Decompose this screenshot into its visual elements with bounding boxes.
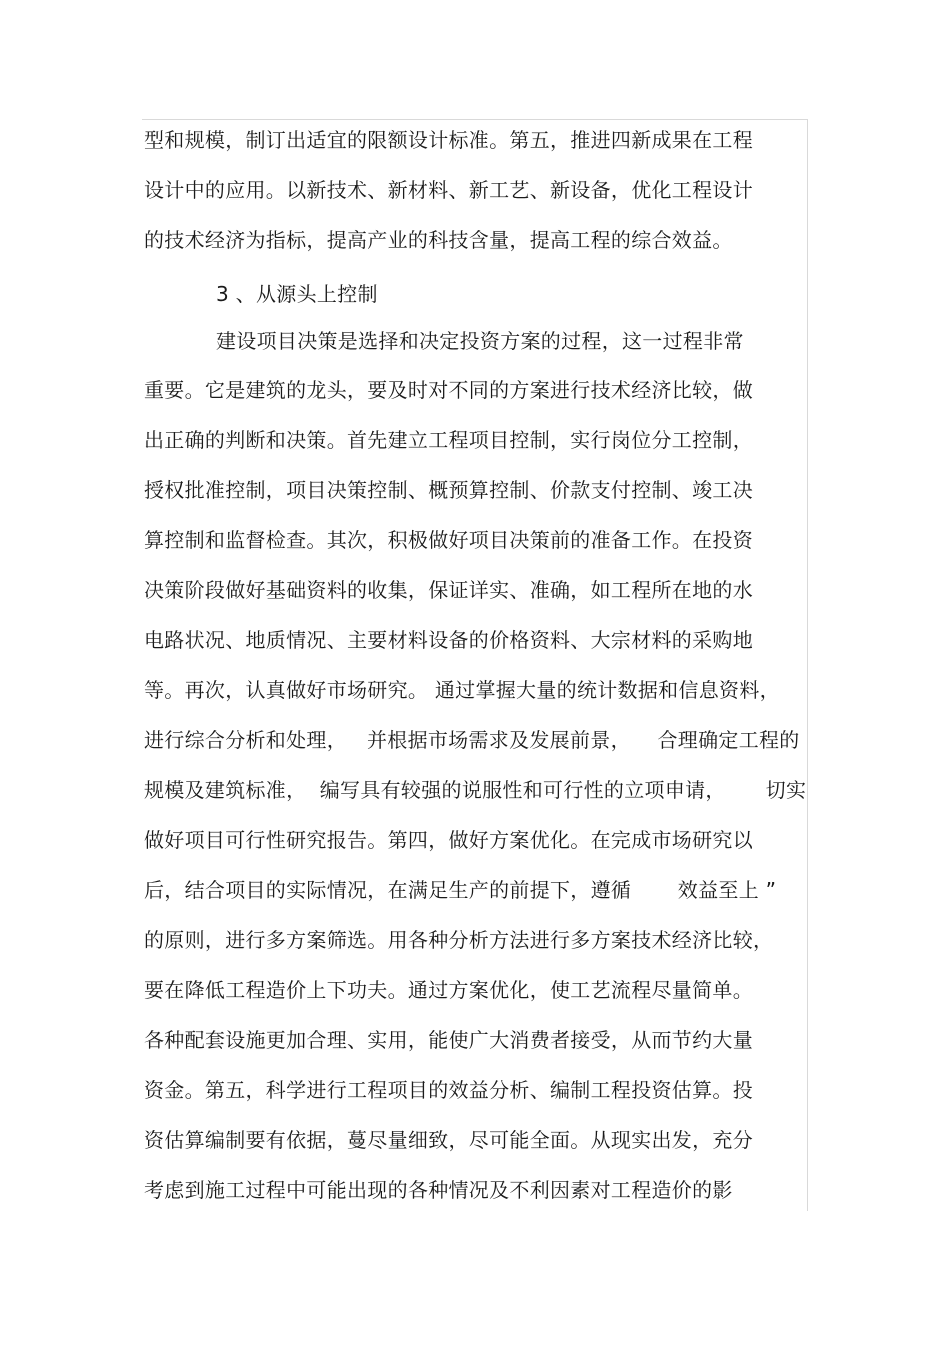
section-heading: 3 、从源头上控制 bbox=[216, 282, 378, 306]
paragraph-line: 的原则，进行多方案筛选。用各种分析方法进行多方案技术经济比较， bbox=[144, 928, 774, 952]
paragraph-line: 要在降低工程造价上下功夫。通过方案优化，使工艺流程尽量简单。 bbox=[144, 978, 753, 1002]
paragraph-line: 后，结合项目的实际情况，在满足生产的前提下，遵循 效益至上 ” bbox=[144, 878, 777, 902]
paragraph-line: 的技术经济为指标，提高产业的科技含量，提高工程的综合效益。 bbox=[144, 228, 733, 252]
paragraph-line: 授权批准控制，项目决策控制、概预算控制、价款支付控制、竣工决 bbox=[144, 478, 753, 502]
paragraph-line: 做好项目可行性研究报告。第四，做好方案优化。在完成市场研究以 bbox=[144, 828, 753, 852]
paragraph-line: 等。再次，认真做好市场研究。 通过掌握大量的统计数据和信息资料， bbox=[144, 678, 780, 702]
paragraph-line: 资金。第五，科学进行工程项目的效益分析、编制工程投资估算。投 bbox=[144, 1078, 753, 1102]
paragraph-line: 出正确的判断和决策。首先建立工程项目控制，实行岗位分工控制， bbox=[144, 428, 753, 452]
paragraph-line: 进行综合分析和处理， 并根据市场需求及发展前景， 合理确定工程的 bbox=[144, 728, 800, 752]
paragraph-line: 重要。它是建筑的龙头，要及时对不同的方案进行技术经济比较，做 bbox=[144, 378, 753, 402]
paragraph-line: 算控制和监督检查。其次，积极做好项目决策前的准备工作。在投资 bbox=[144, 528, 753, 552]
paragraph-line: 考虑到施工过程中可能出现的各种情况及不利因素对工程造价的影 bbox=[144, 1178, 733, 1202]
paragraph-line: 建设项目决策是选择和决定投资方案的过程，这一过程非常 bbox=[216, 329, 744, 353]
paragraph-line: 资估算编制要有依据，蔓尽量细致，尽可能全面。从现实出发，充分 bbox=[144, 1128, 753, 1152]
paragraph-line: 各种配套设施更加合理、实用，能使广大消费者接受，从而节约大量 bbox=[144, 1028, 753, 1052]
paragraph-line: 决策阶段做好基础资料的收集，保证详实、准确，如工程所在地的水 bbox=[144, 578, 753, 602]
paragraph-line: 规模及建筑标准， 编写具有较强的说服性和可行性的立项申请， 切实 bbox=[144, 778, 807, 802]
paragraph-line: 型和规模，制订出适宜的限额设计标准。第五，推进四新成果在工程 bbox=[144, 128, 753, 152]
paragraph-line: 设计中的应用。以新技术、新材料、新工艺、新设备，优化工程设计 bbox=[144, 178, 753, 202]
paragraph-line: 电路状况、地质情况、主要材料设备的价格资料、大宗材料的采购地 bbox=[144, 628, 753, 652]
